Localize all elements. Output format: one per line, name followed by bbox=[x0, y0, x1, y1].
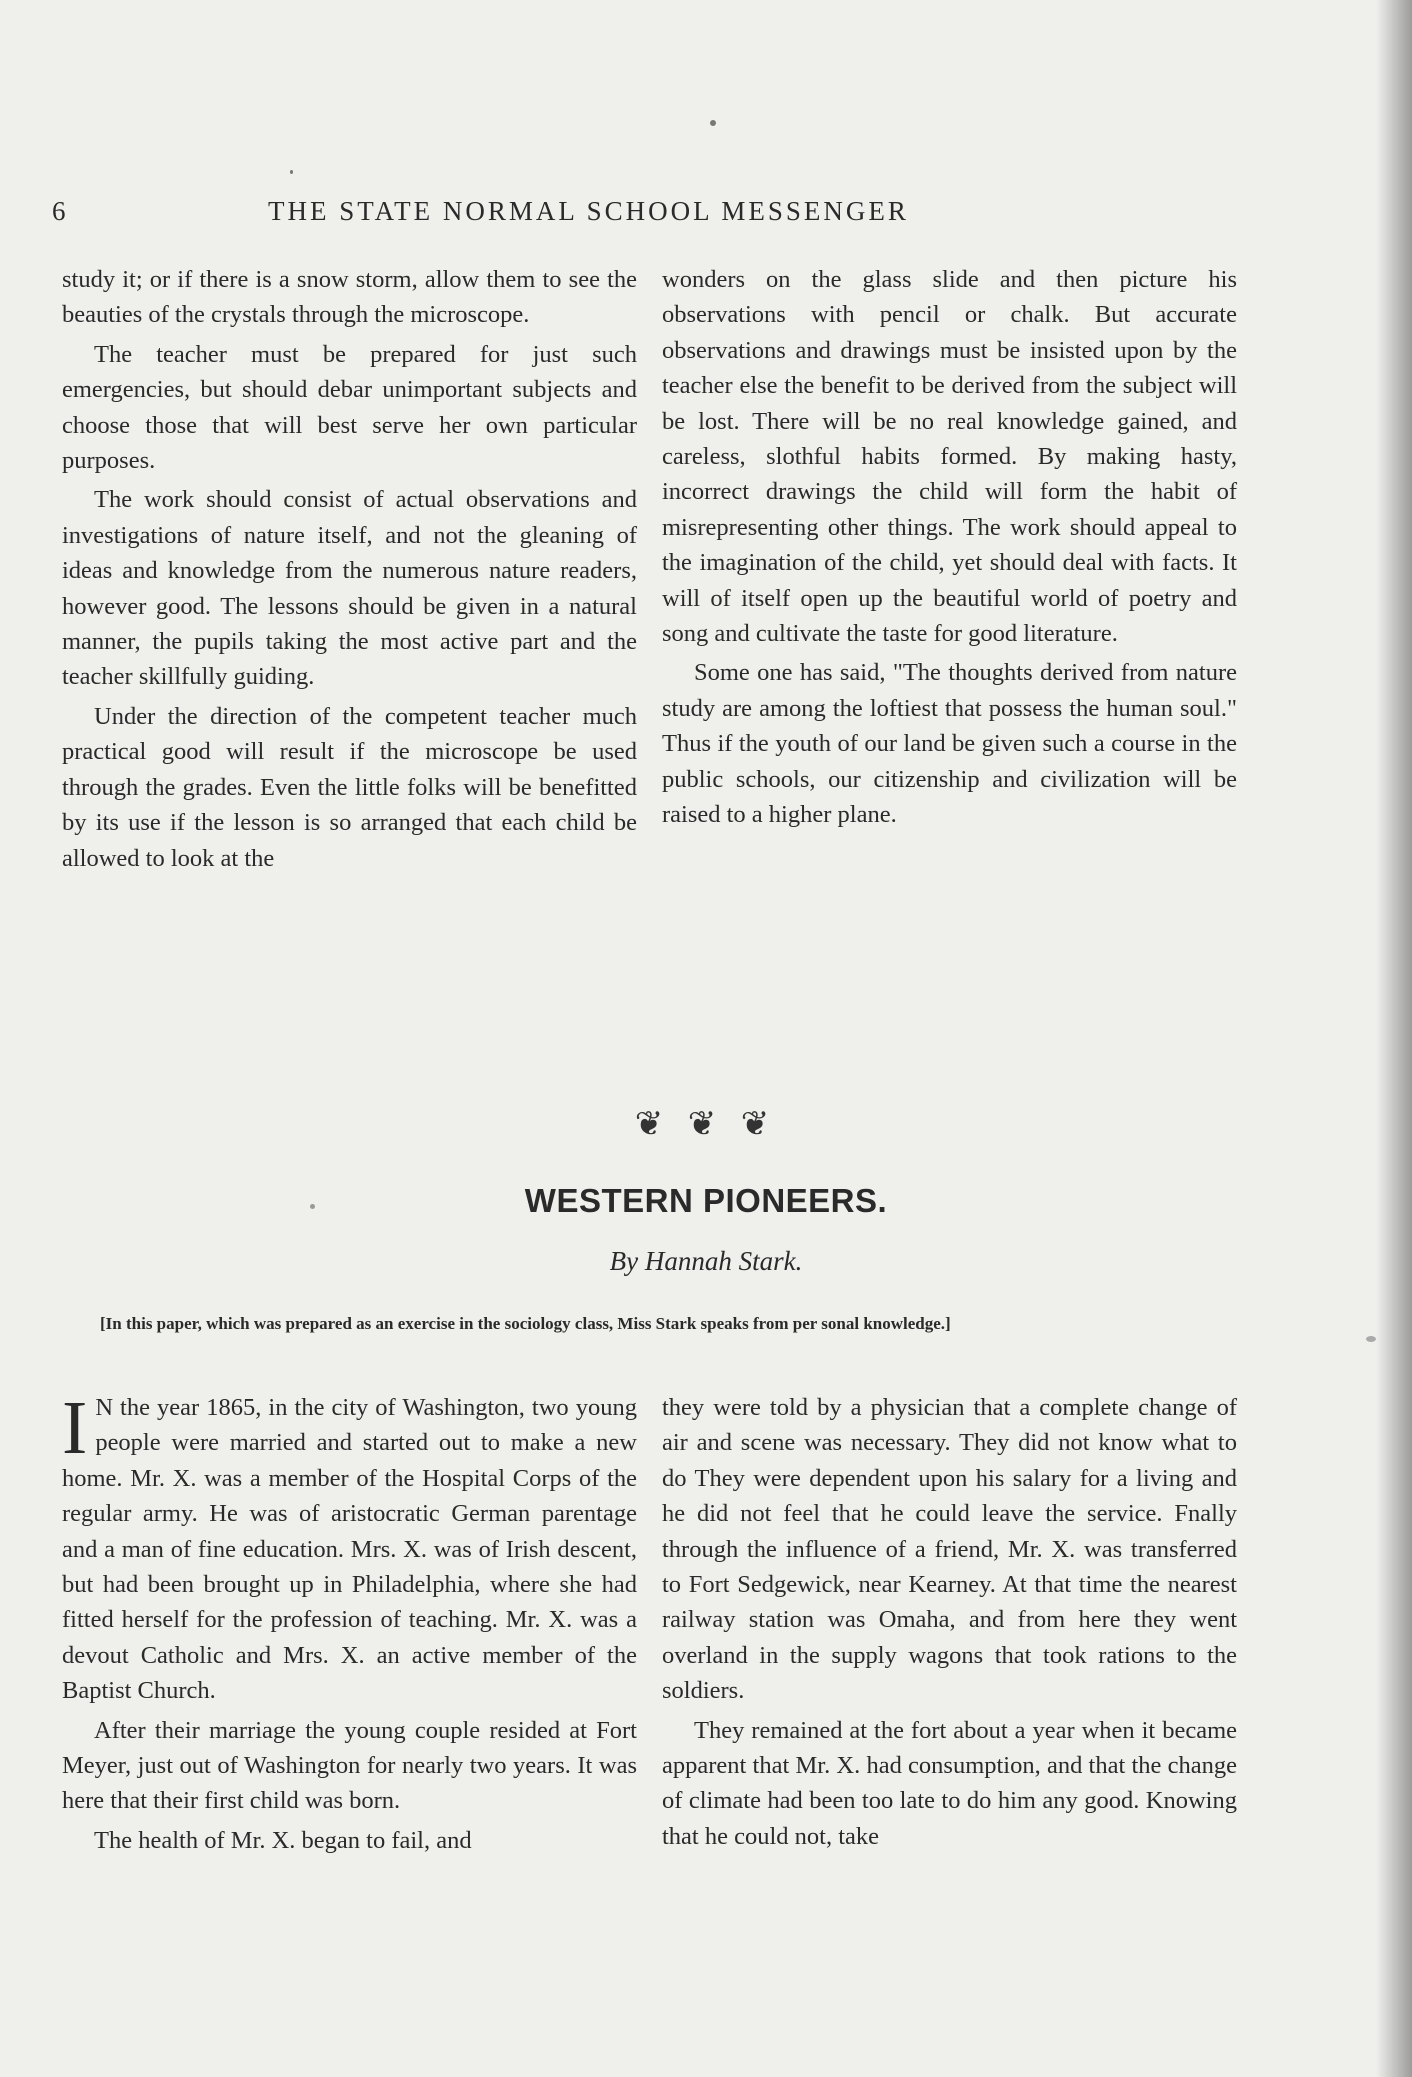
article-byline: By Hannah Stark. bbox=[609, 1246, 803, 1276]
paragraph: wonders on the glass slide and then picture his observations with pencil or chalk. But accurate observations and drawings must be insisted upon by the teacher else the benefit to be derived from the subject will be lost. There will be no real knowledge gained, and careless, slothful habits formed. By making hasty, incorrect drawings the child will form the habit of misrepresenting other things. The work should appeal to the imagination of the child, yet should deal with facts. It will of itself open up the beautiful world of poetry and song and cultivate the taste for good literature. bbox=[662, 266, 1237, 648]
paragraph: The teacher must be prepared for just such emergencies, but should debar unimportant subjects and choose those that will best serve her own particular purposes. bbox=[62, 340, 637, 475]
paragraph: The health of Mr. X. began to fail, and bbox=[94, 1826, 472, 1854]
column-top-left bbox=[62, 262, 637, 880]
paragraph: Under the direction of the competent teacher much practical good will result if the microscope be used through the grades. Even the little folks will be benefitted by its use if the lesson is so arranged that each child be allowed to look at the bbox=[62, 702, 637, 872]
column-top-right bbox=[662, 262, 1237, 837]
page-edge-shadow bbox=[1376, 0, 1412, 2077]
paper-speck bbox=[710, 120, 716, 126]
page-header bbox=[52, 196, 1252, 236]
paragraph: Some one has said, "The thoughts derived from nature study are among the loftiest that possess the human soul." Thus if the youth of our land be given such a course in the public schools, our citizenship and civilization will be raised to a higher plane. bbox=[662, 659, 1237, 829]
paragraph: they were told by a physician that a complete change of air and scene was necessary. They did not know what to do They were dependent upon his salary for a living and he did not feel that he could leave the service. Fnally through the influence of a friend, Mr. X. was transferred to Fort Sedgewick, near Kearney. At that time the nearest railway station was Omaha, and from here they went overland in the supply wagons that took rations to the soldiers. bbox=[662, 1394, 1237, 1705]
paper-speck bbox=[1366, 1336, 1376, 1342]
running-title: THE STATE NORMAL SCHOOL MESSENGER bbox=[268, 196, 909, 226]
first-paragraph bbox=[62, 1386, 637, 1709]
paper-speck bbox=[290, 170, 293, 174]
paragraph: After their marriage the young couple resided at Fort Meyer, just out of Washington for nearly two years. It was here that their first child was born. bbox=[62, 1716, 637, 1815]
editor-note: [In this paper, which was prepared as an exercise in the sociology class, Miss Stark speaks from per sonal knowledge.] bbox=[100, 1314, 951, 1333]
paper-speck bbox=[310, 1204, 315, 1209]
article-title: WESTERN PIONEERS. bbox=[524, 1182, 888, 1219]
paragraph: They remained at the fort about a year when it became apparent that Mr. X. had consumption, and that the change of climate had been too late to do him any good. Knowing that he could not, take bbox=[662, 1716, 1237, 1850]
article-column-left bbox=[62, 1386, 637, 1862]
paragraph: The work should consist of actual observations and investigations of nature itself, and not the gleaning of ideas and knowledge from the numerous nature readers, however good. The lessons should be given in a natural manner, the pupils taking the most active part and the teacher skillfully guiding. bbox=[62, 486, 637, 691]
paragraph: study it; or if there is a snow storm, allow them to see the beauties of the crystals through the microscope. bbox=[62, 266, 637, 329]
section-ornament: ❦ ❦ ❦ bbox=[634, 1106, 778, 1143]
first-paragraph-text: N the year 1865, in the city of Washington, two young people were married and started out to make a new home. Mr. X. was a member of the Hospital Corps of the regular army. He was of aristocratic German parentage and a man of fine education. Mrs. X. was of Irish descent, but had been brought up in Philadelphia, where she had fitted herself for the profession of teaching. Mr. X. was a devout Catholic and Mrs. X. an active member of the Baptist Church. bbox=[62, 1394, 637, 1705]
article-column-right bbox=[662, 1390, 1237, 1858]
drop-cap: I bbox=[62, 1386, 88, 1470]
page-number: 6 bbox=[52, 196, 69, 226]
